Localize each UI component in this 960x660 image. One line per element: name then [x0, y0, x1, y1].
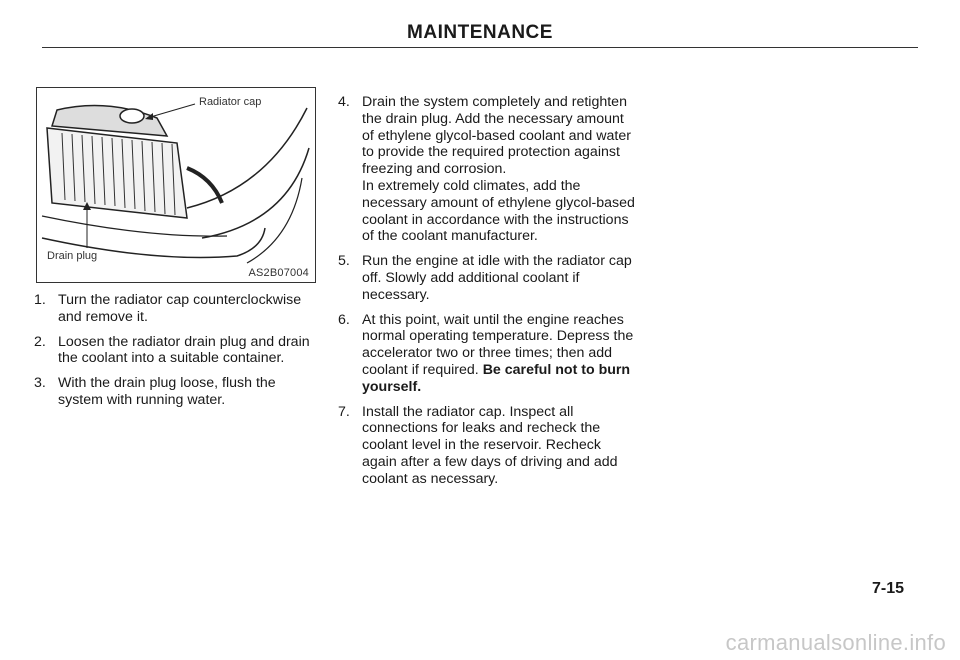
step-number: 1.: [34, 292, 46, 308]
radiator-figure: [36, 87, 316, 283]
steps-left-column: [34, 292, 324, 417]
radiator-cap-label: Radiator cap: [199, 96, 262, 108]
step-text: With the drain plug loose, flush the system with running water.: [58, 375, 276, 408]
steps-right-column: [338, 94, 638, 496]
figure-code: AS2B07004: [248, 267, 309, 279]
step-6: [338, 312, 638, 396]
step-4: [338, 94, 638, 245]
header-rule: [42, 47, 918, 48]
step-text-plain: At this point, wait until the engine reaches normal operating temperature. Depress the accelerator two or three times; then add coolant if required.: [362, 311, 634, 378]
step-text: Turn the radiator cap counterclockwise and remove it.: [58, 292, 302, 325]
drain-plug-label: Drain plug: [47, 250, 98, 262]
watermark: carmanualsonline.info: [725, 630, 946, 655]
step-1: [34, 292, 324, 326]
page-number: 7-15: [871, 580, 904, 597]
step-number: 4.: [338, 94, 350, 110]
step-number: 7.: [338, 403, 350, 420]
step-text: Install the radiator cap. Inspect all connections for leaks and recheck the coolant level in the reservoir. Recheck again after a few days of driving and add coolant as necessary.: [362, 403, 618, 487]
step-number: 5.: [338, 253, 350, 270]
step-text: Drain the system completely and retighten the drain plug. Add the necessary amount of ethylene glycol-based coolant and water to provide the required protection against freezing and corrosion.: [362, 94, 631, 178]
step-text: Loosen the radiator drain plug and drain the coolant into a suitable container.: [58, 333, 310, 367]
step-text: [362, 312, 638, 396]
step-3: [34, 375, 324, 409]
page-title: MAINTENANCE: [407, 22, 553, 43]
step-text: Run the engine at idle with the radiator cap off. Slowly add additional coolant if necessary.: [362, 253, 632, 303]
step-7: [338, 404, 638, 488]
step-number: 6.: [338, 311, 350, 328]
step-text-continued: In extremely cold climates, add the necessary amount of ethylene glycol-based coolant in accordance with the instructions of the coolant manufacturer.: [362, 177, 635, 245]
step-number: 3.: [34, 375, 46, 392]
steps-list-left: [34, 292, 324, 409]
step-number: 2.: [34, 333, 46, 350]
steps-list-right: [338, 94, 638, 488]
step-5: [338, 253, 638, 303]
step-2: [34, 334, 324, 368]
step-warning: Be careful not to burn yourself.: [362, 361, 631, 395]
